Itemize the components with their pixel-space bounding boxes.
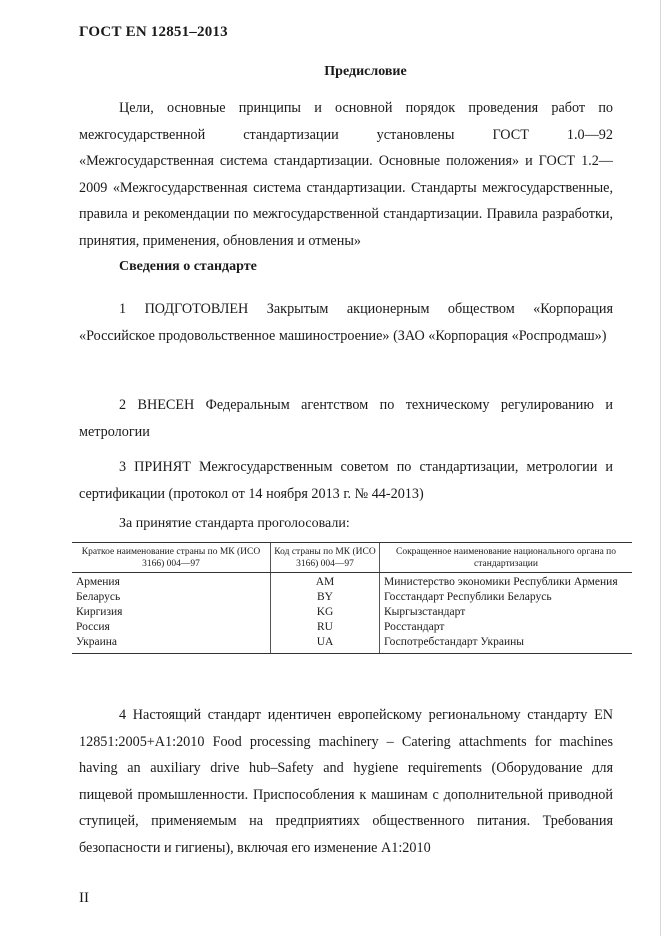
- standards-body: Росстандарт: [380, 620, 633, 635]
- item-3-paragraph: 3 ПРИНЯТ Межгосударственным советом по стандартизации, метрологии и сертификации (протокол от 14 ноября 2013 г. № 44-2013): [79, 459, 613, 502]
- standards-body: Министерство экономики Республики Армения: [380, 573, 633, 591]
- table-row: [72, 590, 632, 605]
- item-2-paragraph: 2 ВНЕСЕН Федеральным агентством по техническому регулированию и метрологии: [79, 397, 613, 440]
- standards-body: Кыргызстандарт: [380, 605, 633, 620]
- country-code: UA: [271, 635, 380, 654]
- country-code: KG: [271, 605, 380, 620]
- foreword-title: Предисловие: [324, 64, 407, 79]
- voting-countries-table: [72, 542, 632, 654]
- country-name: Киргизия: [76, 606, 123, 618]
- item-1-paragraph: 1 ПОДГОТОВЛЕН Закрытым акционерным обществом «Корпорация «Российское продовольственное машиностроение» (ЗАО «Корпорация «Роспродмаш»): [79, 301, 613, 344]
- country-name: Беларусь: [76, 591, 121, 603]
- country-name: Россия: [76, 621, 110, 633]
- table-row: [72, 605, 632, 620]
- table-row: [72, 573, 632, 591]
- country-name: Армения: [76, 576, 120, 588]
- standards-body: Госпотребстандарт Украины: [380, 635, 633, 654]
- header-country: Краткое наименование страны по МК (ИСО 3166) 004—97: [72, 543, 271, 573]
- country-code: AM: [271, 573, 380, 591]
- item-4-paragraph: 4 Настоящий стандарт идентичен европейскому региональному стандарту EN 12851:2005+A1:2010 Food processing machinery – Catering attachments for machines having an auxiliary drive hub–Safety and hygiene requirements (Оборудование для пищевой промышленности. Приспособления к машинам с дополнительной приводной ступицей, применяемым на предприятиях общественного питания. Требования безопасности и гигиены), включая его изменение A1:2010: [79, 707, 613, 856]
- country-code: RU: [271, 620, 380, 635]
- table-row: [72, 620, 632, 635]
- country-code: BY: [271, 590, 380, 605]
- vote-caption: За принятие стандарта проголосовали:: [119, 516, 350, 531]
- country-name: Украина: [72, 635, 271, 654]
- table-header-row: [72, 543, 632, 573]
- header-code: Код страны по МК (ИСО 3166) 004—97: [271, 543, 380, 573]
- document-code: ГОСТ EN 12851–2013: [79, 24, 228, 40]
- header-organization: Сокращенное наименование национального органа по стандартизации: [380, 543, 633, 573]
- table-row: [72, 635, 632, 654]
- standards-body: Госстандарт Республики Беларусь: [380, 590, 633, 605]
- standard-info-heading: Сведения о стандарте: [119, 259, 257, 274]
- page-number: II: [79, 890, 89, 906]
- foreword-intro-paragraph: Цели, основные принципы и основной порядок проведения работ по межгосударственной стандартизации установлены ГОСТ 1.0—92 «Межгосударственная система стандартизации. Основные положения» и ГОСТ 1.2—2009 «Межгосударственная система стандартизации. Стандарты межгосударственные, правила и рекомендации по межгосударственной стандартизации. Правила разработки, принятия, применения, обновления и отмены»: [79, 100, 613, 249]
